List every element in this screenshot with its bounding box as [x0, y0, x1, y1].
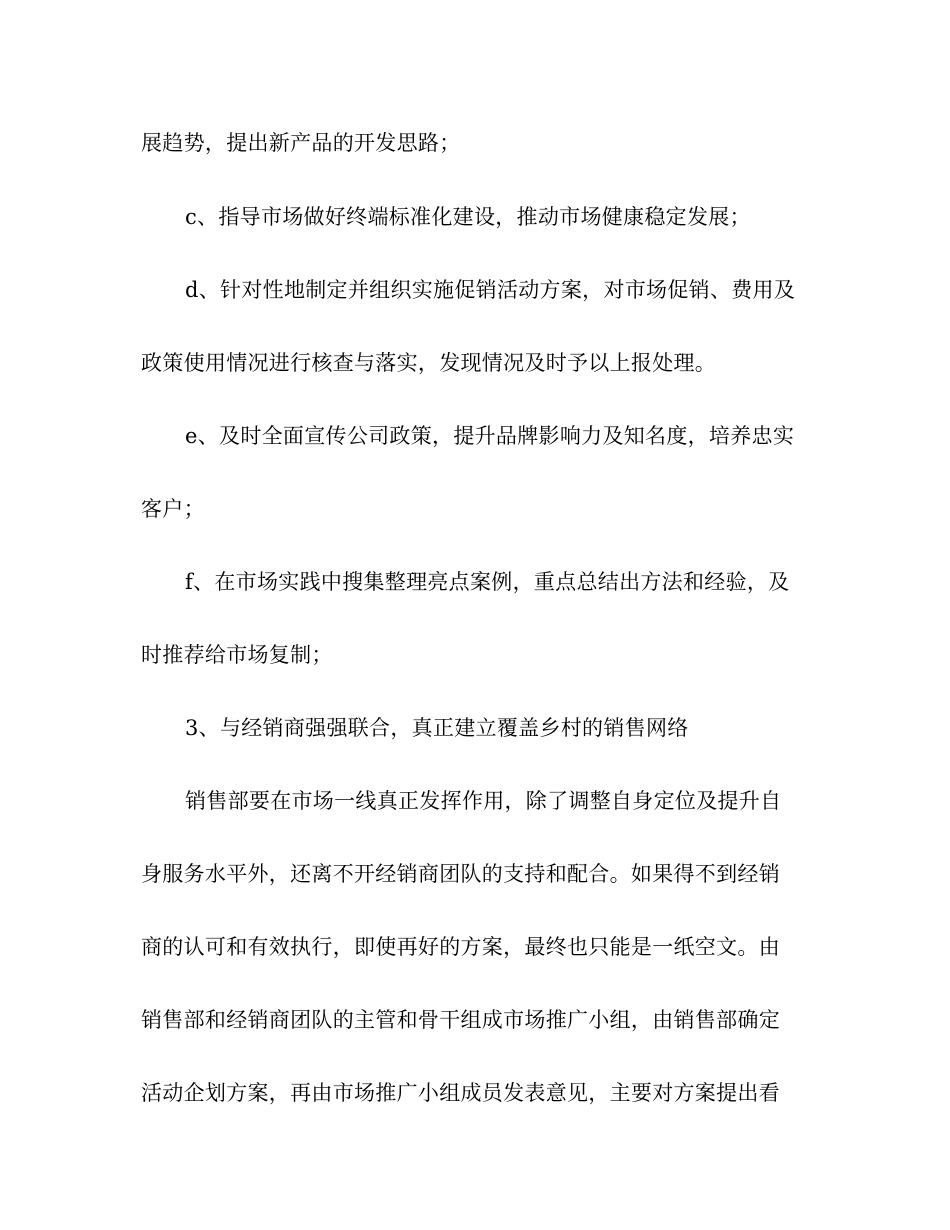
- text-line: 客户；: [141, 497, 205, 521]
- list-item-c: c、指导市场做好终端标准化建设，推动市场健康稳定发展；: [185, 205, 751, 229]
- section-heading: 3、与经销商强强联合，真正建立覆盖乡村的销售网络: [185, 716, 689, 740]
- text-line: 政策使用情况进行核查与落实，发现情况及时予以上报处理。: [141, 351, 717, 375]
- list-item-e: e、及时全面宣传公司政策，提升品牌影响力及知名度，培养忠实: [185, 424, 795, 448]
- list-item-d: d、针对性地制定并组织实施促销活动方案，对市场促销、费用及: [185, 278, 796, 302]
- text-line: 时推荐给市场复制；: [141, 643, 333, 667]
- paragraph-line: 销售部和经销商团队的主管和骨干组成市场推广小组，由销售部确定: [141, 1008, 780, 1032]
- paragraph-line: 身服务水平外，还离不开经销商团队的支持和配合。如果得不到经销: [141, 862, 780, 886]
- paragraph-line: 活动企划方案，再由市场推广小组成员发表意见，主要对方案提出看: [141, 1081, 780, 1105]
- paragraph-line: 销售部要在市场一线真正发挥作用，除了调整自身定位及提升自: [185, 789, 782, 813]
- list-item-f: f、在市场实践中搜集整理亮点案例，重点总结出方法和经验，及: [185, 570, 790, 594]
- paragraph-line: 商的认可和有效执行，即使再好的方案，最终也只能是一纸空文。由: [141, 935, 780, 959]
- text-line: 展趋势，提出新产品的开发思路；: [141, 131, 461, 155]
